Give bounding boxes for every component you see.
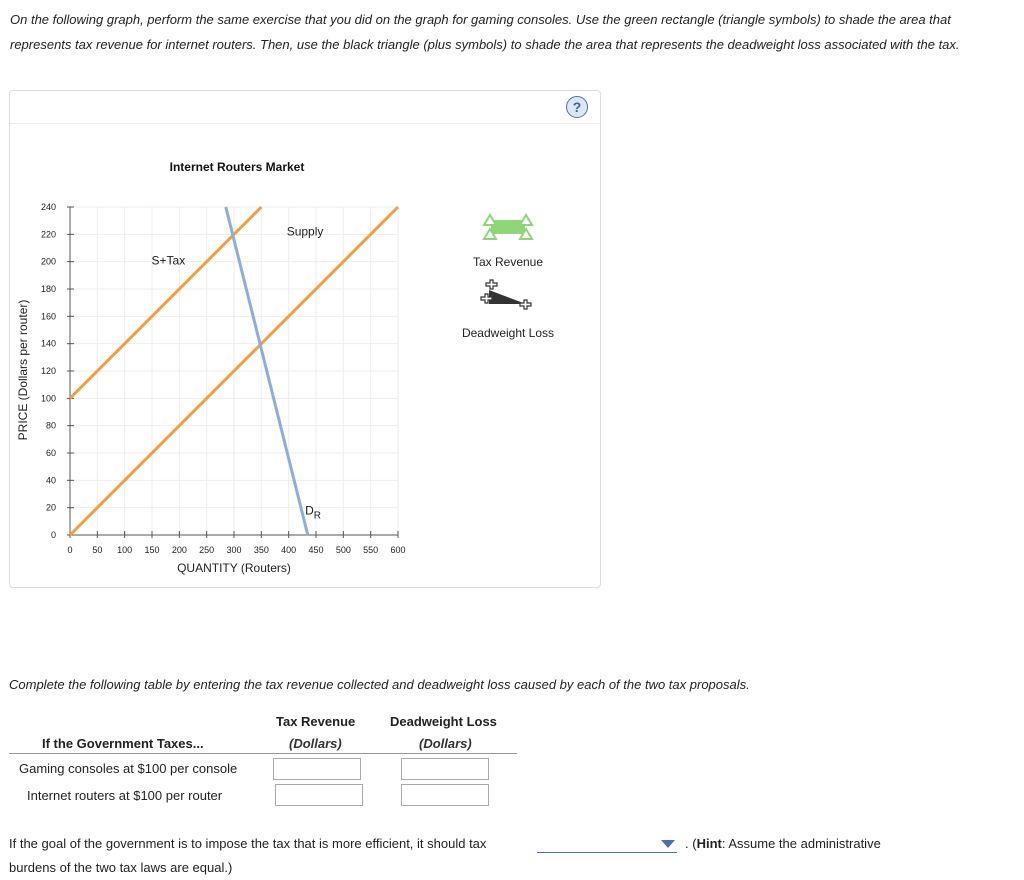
tax-revenue-unit: (Dollars) — [289, 736, 342, 751]
instructions-text: On the following graph, perform the same exercise that you did on the graph for gaming consoles. Use the green rectangle (triangle symbols) to shade the area that represents tax revenue for internet routers. Then, use the black triangle (plus symbols) to shade the area that represents the deadweight loss associated with the tax. — [10, 12, 960, 52]
y-tick-label: 40 — [45, 475, 56, 486]
y-tick-label: 200 — [40, 256, 56, 267]
chart-title: Internet Routers Market — [169, 160, 305, 174]
tax-revenue-tool[interactable] — [484, 215, 532, 239]
gaming-tax-revenue-input[interactable] — [273, 758, 361, 780]
y-axis-label: PRICE (Dollars per router) — [16, 299, 30, 441]
row-label-internet-routers: Internet routers at $100 per router — [27, 788, 223, 803]
y-tick-label: 180 — [40, 284, 56, 294]
tax-revenue-label: Tax Revenue — [472, 255, 544, 269]
deadweight-loss-unit: (Dollars) — [419, 736, 472, 751]
x-tick-label: 0 — [67, 545, 73, 555]
help-button[interactable]: ? — [566, 96, 588, 118]
y-tick-label: 160 — [40, 311, 56, 322]
y-tick-label: 20 — [45, 502, 56, 513]
plus-icon — [520, 300, 531, 309]
routers-tax-revenue-input[interactable] — [275, 784, 363, 806]
series-label-supply: Supply — [286, 224, 324, 239]
y-tick-label: 140 — [40, 338, 56, 349]
hint-prefix: . ( — [685, 836, 697, 851]
x-axis-label: QUANTITY (Routers) — [177, 561, 291, 575]
x-tick-label: 250 — [199, 545, 215, 555]
goal-question: If the goal of the government is to impose the tax that is more efficient, it should tax — [9, 836, 487, 851]
routers-deadweight-loss-input[interactable] — [401, 784, 489, 806]
x-tick-label: 50 — [92, 545, 103, 555]
x-tick-label: 450 — [308, 545, 324, 555]
hint-bold: Hint — [696, 836, 722, 851]
chevron-down-icon[interactable] — [661, 840, 675, 848]
y-tick-label: 60 — [45, 448, 56, 458]
x-tick-label: 600 — [390, 545, 406, 555]
y-tick-label: 120 — [40, 366, 56, 376]
goal-question-continued: burdens of the two tax laws are equal.) — [9, 860, 233, 875]
series-label-s-tax: S+Tax — [151, 253, 186, 268]
tax-choice-dropdown[interactable] — [537, 834, 677, 853]
deadweight-loss-header: Deadweight Loss — [390, 714, 497, 729]
deadweight-loss-swatch[interactable] — [489, 290, 526, 304]
y-tick-label: 80 — [45, 420, 56, 431]
x-tick-label: 500 — [335, 545, 351, 555]
x-tick-label: 350 — [253, 545, 269, 555]
x-tick-label: 100 — [117, 545, 133, 555]
x-tick-label: 400 — [281, 545, 297, 555]
row-label-gaming-consoles: Gaming consoles at $100 per console — [19, 761, 238, 776]
tax-revenue-header: Tax Revenue — [276, 714, 356, 729]
y-tick-label: 100 — [40, 393, 56, 404]
y-tick-label: 220 — [40, 229, 56, 240]
hint-text — [685, 836, 881, 851]
plus-icon — [486, 280, 497, 289]
x-tick-label: 150 — [144, 545, 160, 555]
gaming-deadweight-loss-input[interactable] — [401, 758, 489, 780]
deadweight-loss-label: Deadweight Loss — [461, 326, 555, 340]
y-tick-label: 0 — [50, 530, 56, 540]
deadweight-loss-tool[interactable] — [481, 280, 531, 309]
x-tick-label: 300 — [226, 545, 242, 555]
y-tick-label: 240 — [40, 202, 56, 212]
x-tick-label: 200 — [171, 545, 187, 555]
series-label-demand: $D_R$ — [305, 503, 321, 522]
tax-revenue-swatch[interactable] — [491, 220, 525, 234]
table-instructions: Complete the following table by entering the tax revenue collected and deadweight loss caused by each of the two tax proposals. — [9, 677, 750, 692]
table-header-divider — [9, 753, 517, 754]
hint-suffix: : Assume the administrative — [721, 836, 881, 851]
x-tick-label: 550 — [363, 545, 379, 555]
series-label-subscript: R — [313, 510, 321, 522]
tax-target-header: If the Government Taxes... — [42, 736, 204, 751]
